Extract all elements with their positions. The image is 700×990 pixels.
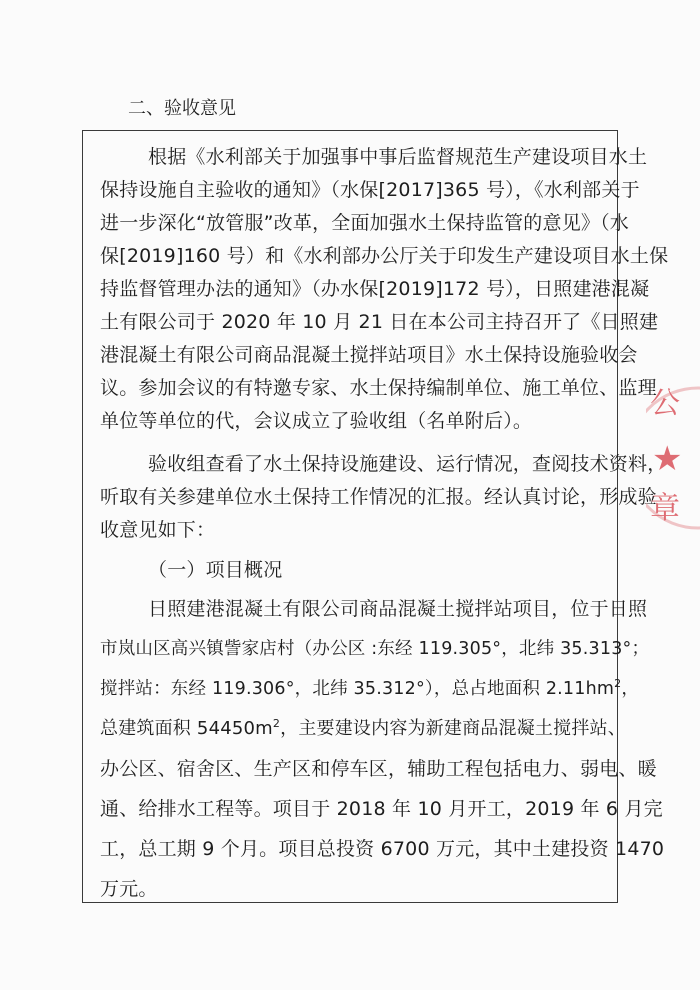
paragraph-1-line-9: 单位等单位的代，会议成立了验收组（名单附后）。 [100,410,533,432]
paragraph-1-line-4: 保[2019]160 号）和《水利部办公厅关于印发生产建设项目水土保 [100,245,669,267]
paragraph-3-line-2: 市岚山区高兴镇訾家店村（办公区 :东经 119.305°，北纬 35.313°； [100,639,650,659]
superscript-2: 2 [614,677,622,690]
paragraph-3-line-4-tail: ，主要建设内容为新建商品混凝土搅拌站、 [280,718,626,739]
paragraph-2-line-3: 收意见如下： [100,519,216,541]
official-seal-stamp [646,378,700,538]
paragraph-2-line-2: 听取有关参建单位水土保持工作情况的汇报。经认真讨论，形成验 [100,486,657,508]
paragraph-1-line-6: 土有限公司于 2020 年 10 月 21 日在本公司主持召开了《日照建 [100,311,659,333]
superscript-2: 2 [272,717,281,730]
paragraph-1-line-2: 保持设施自主验收的通知》（水保[2017]365 号），《水利部关于 [100,179,640,201]
paragraph-1-line-7: 港混凝土有限公司商品混凝土搅拌站项目》水土保持设施验收会 [100,344,638,366]
paragraph-3-line-4 [100,717,626,741]
stamp-char-1: 公 [650,386,680,421]
paragraph-1-line-5: 持监督管理办法的通知》（办水保[2019]172 号），日照建港混凝 [100,278,650,300]
paragraph-3-line-8: 万元。 [100,878,158,900]
paragraph-3-line-5: 办公区、宿舍区、生产区和停车区，辅助工程包括电力、弱电、暖 [100,758,657,780]
paragraph-3-line-3-tail: ， [621,679,640,699]
paragraph-3-line-3 [100,677,639,701]
section-heading: 二、验收意见 [128,98,236,119]
paragraph-3-line-4-text: 总建筑面积 54450m [100,718,273,739]
stamp-char-2: 章 [650,491,680,526]
stamp-star: ★ [652,439,683,479]
paragraph-2-line-1: 验收组查看了水土保持设施建设、运行情况，查阅技术资料， [148,453,667,475]
paragraph-3-line-3-text: 搅拌站：东经 119.306°，北纬 35.312°），总占地面积 2.11hm [100,679,615,699]
paragraph-3-line-7: 工，总工期 9 个月。项目总投资 6700 万元，其中土建投资 1470 [100,838,665,860]
paragraph-1-line-3: 进一步深化“放管服”改革，全面加强水土保持监管的意见》（水 [100,212,629,234]
paragraph-1-line-8: 议。参加会议的有特邀专家、水土保持编制单位、施工单位、监理 [100,377,657,399]
paragraph-3-line-1: 日照建港混凝土有限公司商品混凝土搅拌站项目，位于日照 [148,598,648,620]
paragraph-3-line-6: 通、给排水工程等。项目于 2018 年 10 月开工，2019 年 6 月完 [100,798,663,820]
subheading-project-overview: （一）项目概况 [148,559,283,581]
paragraph-1-line-1: 根据《水利部关于加强事中事后监督规范生产建设项目水土 [148,146,648,168]
